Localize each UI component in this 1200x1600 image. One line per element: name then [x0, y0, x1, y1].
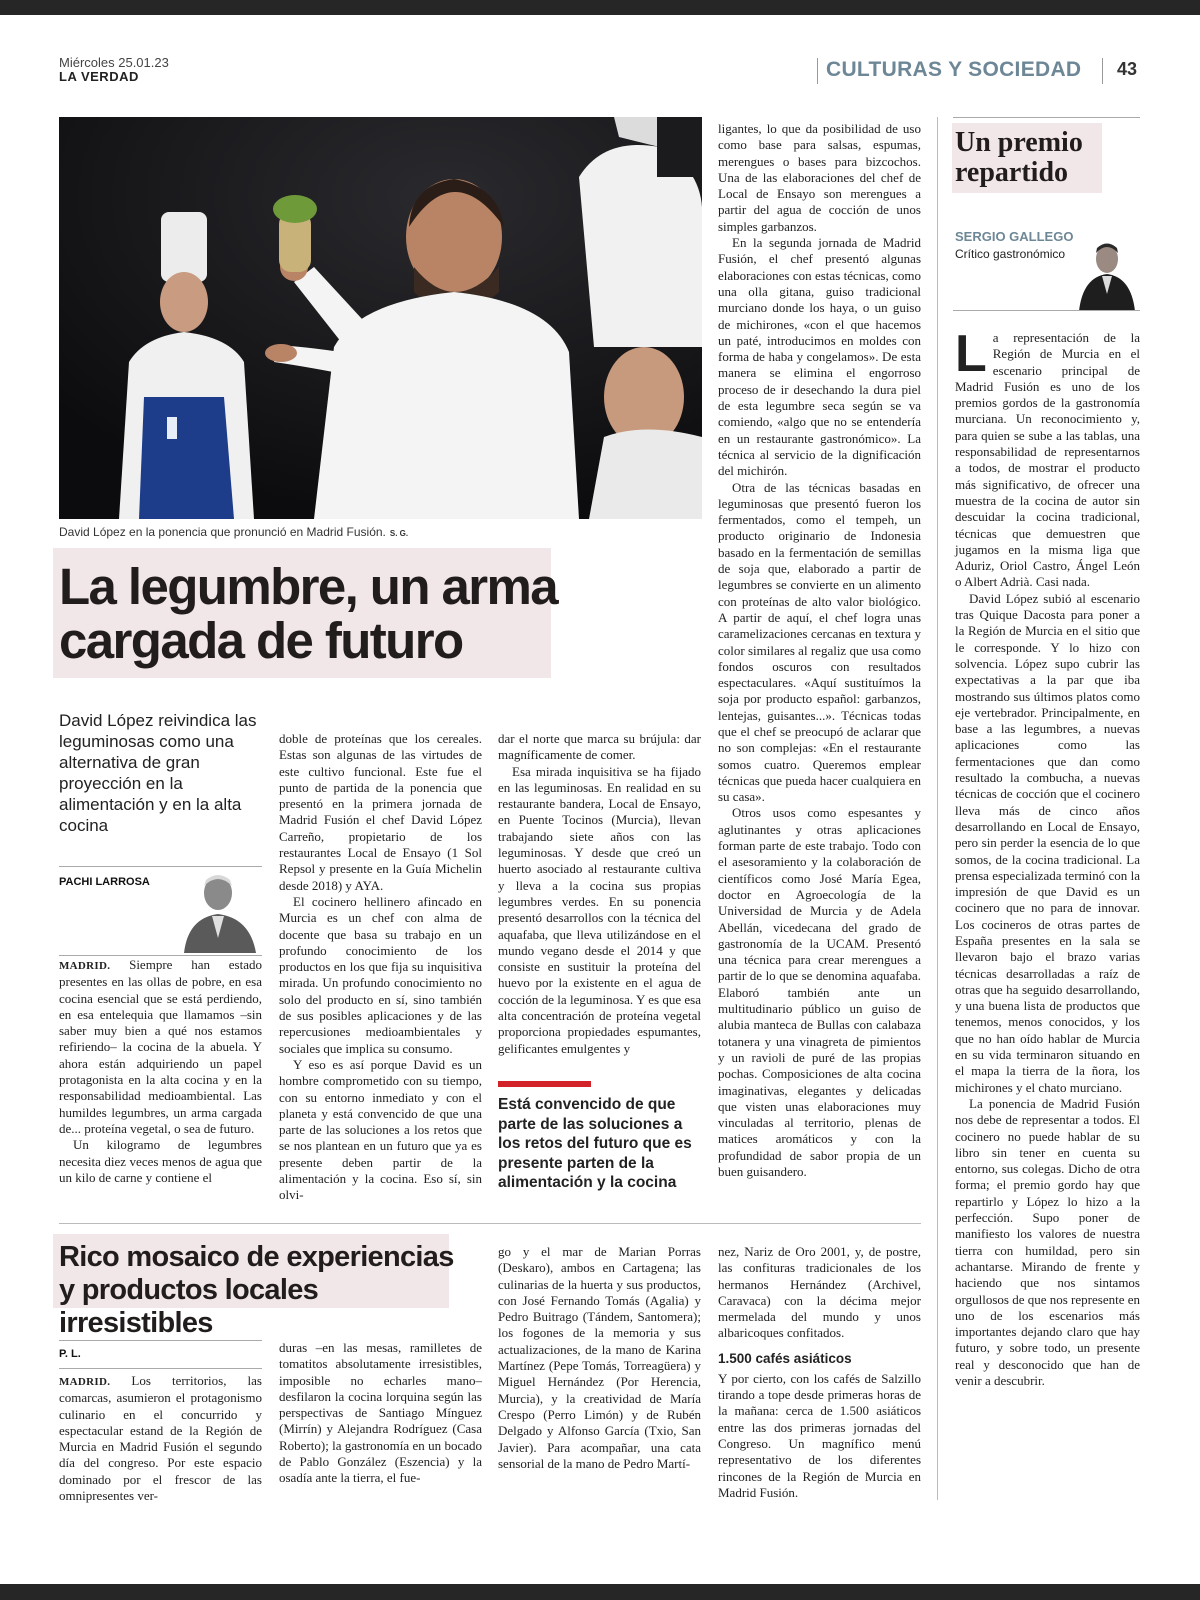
sidebar-rule [953, 310, 1140, 311]
author-rule [59, 955, 262, 956]
sidebar-author: SERGIO GALLEGO [955, 229, 1074, 244]
bottom-bar [0, 1584, 1200, 1600]
page-number: 43 [1117, 59, 1138, 79]
paragraph: Y eso es así porque David es un hombre comprometido con su tiempo, con su entorno inmediato y con el planeta y está convencido de que una parte de las soluciones a los retos que se nos plantean en un futuro que ya es presente deben partir de la alimentación y la cocina. Eso sí, sin olvi- [279, 1056, 482, 1203]
paragraph [59, 1373, 262, 1504]
author-rule [59, 866, 262, 867]
bottom-byline: P. L. [59, 1348, 81, 1360]
bottom-subhead: 1.500 cafés asiáticos [718, 1350, 852, 1366]
header-divider [817, 58, 818, 84]
pullquote: Está convencido de que parte de las soluciones a los retos del futuro que es presente parten de la alimentación y la cocina [498, 1096, 692, 1191]
paragraph: Un kilogramo de legumbres necesita diez veces menos de agua que un kilo de carne y contiene el [59, 1137, 262, 1185]
paragraph: En la segunda jornada de Madrid Fusión, el chef presentó algunas elaboraciones con estas técnicas, como una olla gitana, guiso tradicional murciano donde los haya, o un guiso de michirones, «con el que hacemos un paté, introducimos en moldes con forma de haba y congelamos». De esta manera se elimina el engorroso proceso de ir desechando la dura piel de esta legumbre seca según se va comiendo, «algo que no se entendería en un restaurante gastronómico». La técnica al servicio de la dignificación del michirón. [718, 235, 921, 479]
chef-photo [59, 117, 702, 519]
paragraph: go y el mar de Marian Porras (Deskaro), ambos en Cartagena; las culinarias de la huerta y sus productos, con José Fernando Tomás (Agalia) y Pedro Buitrago (Tándem, Santomera); los fogones de la memoria y sus actualizaciones, de la mano de Karina Martínez (Pepe Tomás, Torreagüera) y Miguel Hernández (Por Herencia, Murcia), y la creatividad de María Crespo (Perro Limón) y de Rubén Delgado y Alfonso García (Txio, San Javier). Para acompañar, una cata sensorial de la mano de Pedro Martí- [498, 1244, 701, 1471]
pullquote-accent [498, 1081, 591, 1087]
paragraph: La ponencia de Madrid Fusión nos debe de representar a todos. El cocinero no puede hablar de su libro sin tener en cuenta su entorno, sus colegas. Dicho de otra forma; el premio gordo hay que repartirlo y López lo hizo a la perfección. Supo poner de manifiesto los valores de nuestra tierra con humildad, pero sin achantarse. Mirando de frente y haciendo que nos sintamos orgullosos de que nos represente en uno de los escenarios más importantes dejando claro que hay futuro, y sobre todo, un presente real y desconocido que han de venir a descubrir. [955, 1095, 1140, 1388]
author-rule [59, 1368, 262, 1369]
sidebar-headline: Un premio repartido [955, 127, 1083, 188]
photo-credit: S. G. [389, 529, 409, 538]
section-divider [59, 1223, 921, 1224]
sidebar-rule [953, 117, 1140, 118]
paragraph: nez, Nariz de Oro 2001, y, de postre, las confituras tradicionales de los hermanos Hernández (Archivel, Caravaca) con la décima mejor mermelada del mundo y unos albaricoques confitados. [718, 1244, 921, 1341]
paragraph: duras –en las mesas, ramilletes de tomatitos absolutamente irresistibles, imposible no echarles mano– desfilaron la cocina lorquina según las perspectivas de Santiago Mínguez (Mirrín) y Alejandra Rodríguez (Casa Roberto); la gastronomía en un bocado de Pablo González (Eszencia) y la osadía ante la tierra, el fue- [279, 1340, 482, 1486]
paragraph: David López subió al escenario tras Quique Dacosta para poner a la Región de Murcia en el sitio que le corresponde. Y lo hizo con solvencia. López supo cubrir las expectativas a la par que iba mostrando sus últimos platos como eje vertebrador. Principalmente, en base a las legumbres, a nuevas aplicaciones como las fermentaciones que dan como resultado la combucha, a nuevas técnicas de cocción que el cocinero lleva más de cinco años desarrollando en Local de Ensayo, pero sin perder la esencia de lo que somos, de la cocina tradicional. La prensa especializada terminó con la impresión de que David es un cocinero que no para de innovar. Los cocineros de otras partes de España presentes en la sala se llevaron bajo el brazo varias técnicas desarrolladas a raíz de otras que ha seguido desarrollando, y una buena lista de productos que tenemos, menos conocidos, y los que no han oído hablar de Murcia en su vida terminaron situando en el mapa la tierra de la ñora, los michirones y el chato murciano. [955, 590, 1140, 1095]
author-photo [180, 868, 262, 953]
paragraph [59, 957, 262, 1137]
paragraph: Esa mirada inquisitiva se ha fijado en las leguminosas. En realidad en su restaurante bandera, Local de Ensayo, en Puente Tocinos (Murcia), llevan trabajando siete años con las leguminosas. Y desde que creó un huerto asociado al restaurante cultiva y lleva a la cocina sus propias legumbres verdes. En su ponencia presentó desarrollos con la técnica del aquafaba, que lleva utilizándose en el mundo vegano desde el 2014 y que consiste en sustituir la proteína del huevo por la existente en el agua de cocción de la leguminosa. Y es que esa alta concentración de proteína vegetal proporciona propiedades espumantes, gelificantes emulgentes y [498, 763, 701, 1056]
paragraph: ligantes, lo que da posibilidad de uso como base para salsas, espumas, merengues o bases para bizcochos. Una de las elaboraciones del chef de Local de Ensayo son merengues a partir del agua de cocción de unos simples garbanzos. [718, 121, 921, 234]
paragraph: Y por cierto, con los cafés de Salzillo tirando a tope desde primeras horas de la mañana: cerca de 1.500 asiáticos entre las dos primeras jornadas del Congreso. Un magnífico menú representativo de los diferentes rincones de la Región de Murcia en Madrid Fusión. [718, 1370, 921, 1500]
main-headline: La legumbre, un arma cargada de futuro [59, 558, 557, 669]
dateline: MADRID. [59, 960, 111, 972]
bottom-headline: Rico mosaico de experiencias y productos locales irresistibles [59, 1241, 454, 1339]
photo-caption [59, 525, 408, 541]
bottom-column-3 [498, 1244, 701, 1472]
paragraph-text: Los territorios, las comarcas, asumieron el protagonismo culinario en el concurrido y espectacular estand de la Región de Murcia en Madrid Fusión el segundo día del congreso. Por este espacio dominado por el frescor de las omnipresentes ver- [59, 1373, 262, 1504]
article-column-2 [279, 731, 482, 1204]
sidebar-column [955, 325, 1140, 1389]
bottom-column-1 [59, 1373, 262, 1504]
paragraph: Otra de las técnicas basadas en leguminosas que presentó fueron los fermentados, como el tempeh, un producto originario de Indonesia basado en la fermentación de semillas de soja que, elaborado a partir de legumbres se convierte en un alimento con proteínas de alto valor biológico. A partir de aquí, el chef logra unas caramelizaciones cercanas en textura y color similares al regaliz que usa como fondos oscuros con resultados espectaculares. «Aquí sustituímos la soja por producto español: garbanzos, lentejas, guisantes...». Técnicas todas que el chef se preocupó de aclarar que no son complejas: «En el restaurante somos cuatro. Queremos emplear técnicas que pueda hacer cualquiera en su casa». [718, 479, 921, 805]
caption-text: David López en la ponencia que pronunció en Madrid Fusión. [59, 525, 386, 539]
paragraph [955, 325, 1140, 591]
paragraph: dar el norte que marca su brújula: dar magníficamente de comer. [498, 731, 701, 763]
article-column-4 [718, 121, 921, 1180]
bottom-column-4 [718, 1244, 921, 1501]
author-rule [59, 1340, 262, 1341]
paragraph-text: a representación de la Región de Murcia en el escenario principal de Madrid Fusión es uno de los premios gordos de la gastronomía murciana. Un reconocimiento y, para quien se sube a las tablas, una responsabilidad de representarnos a todos, de mostrar el producto más significativo, de ofrecer una muestra de la cocina de autor sin descuidar la cocina tradicional, técnicas que demuestren que jugamos en la misma liga que Aduriz, Oriol Castro, Ángel León o Albert Adrià. Casi nada. [955, 330, 1140, 590]
issue-date: Miércoles 25.01.23 [59, 55, 169, 70]
sidebar-author-photo [1075, 239, 1135, 311]
drop-cap: L [955, 325, 987, 383]
dateline: MADRID. [59, 1376, 111, 1388]
paragraph: doble de proteínas que los cereales. Estas son algunas de las virtudes de este cultivo funcional. Este fue el punto de partida de la ponencia que presentó en la primera jornada de Madrid Fusión el chef David López Carreño, propietario de los restaurantes Local de Ensayo (1 Sol Repsol y presente en la Guía Michelin desde 2018) y AYA. [279, 731, 482, 893]
paragraph: El cocinero hellinero afincado en Murcia es un chef con alma de docente que basa su trabajo en un profundo conocimiento de los productos en los que fija su inquisitiva mirada. Un profundo conocimiento no solo del producto en sí, sino también de sus posibles aplicaciones y de las repercusiones medioambientales y sociales que implica su consumo. [279, 893, 482, 1056]
paragraph: Otros usos como espesantes y aglutinantes y otras aplicaciones forman parte de este trabajo. Todo con el asesoramiento y la colaboración de científicos como José María Egea, doctor en Agroecología de la Universidad de Murcia y de Adela Abellán, vicedecana del grado de gastronomía de la UCAM. Presentó una técnica para crear merengues a partir de lo que se denomina aquafaba. Elaboró también ante un multitudinario público un guiso de alubia manteca de Bullas con calabaza totanera y una vinagreta de pimientos y un ravioli de puré de las propias pochas. Composiciones de alta cocina imaginativas, elegantes y delicadas que visten unas elaboraciones muy vinculadas al territorio, plenas de matices aromáticos y con la profundidad de sabor propia de un buen guisandero. [718, 805, 921, 1179]
subheadline: David López reivindica las leguminosas como una alternativa de gran proyección en la alimentación y en la alta cocina [59, 711, 257, 835]
article-column-1 [59, 957, 262, 1186]
bottom-column-2 [279, 1340, 482, 1487]
section-title: CULTURAS Y SOCIEDAD [826, 58, 1082, 81]
newspaper-name: LA VERDAD [59, 69, 139, 84]
header-divider [1102, 58, 1103, 84]
byline-author: PACHI LARROSA [59, 876, 150, 888]
sidebar-author-role: Crítico gastronómico [955, 247, 1066, 261]
paragraph-text: Siempre han estado presentes en las ollas de pobre, en esa cocina esencial que se está perdiendo, en esa entelequia que llamamos –sin saber muy bien a qué nos estamos refiriendo– la cocina de la abuela. Y ahora están adquiriendo un papel protagonista en la alta cocina y en la responsabilidad medioambiental. Las humildes legumbres, un arma cargada de... proteína vegetal, o sea de futuro. [59, 957, 262, 1136]
top-bar [0, 0, 1200, 15]
column-divider [937, 117, 938, 1500]
article-column-3 [498, 731, 701, 1057]
